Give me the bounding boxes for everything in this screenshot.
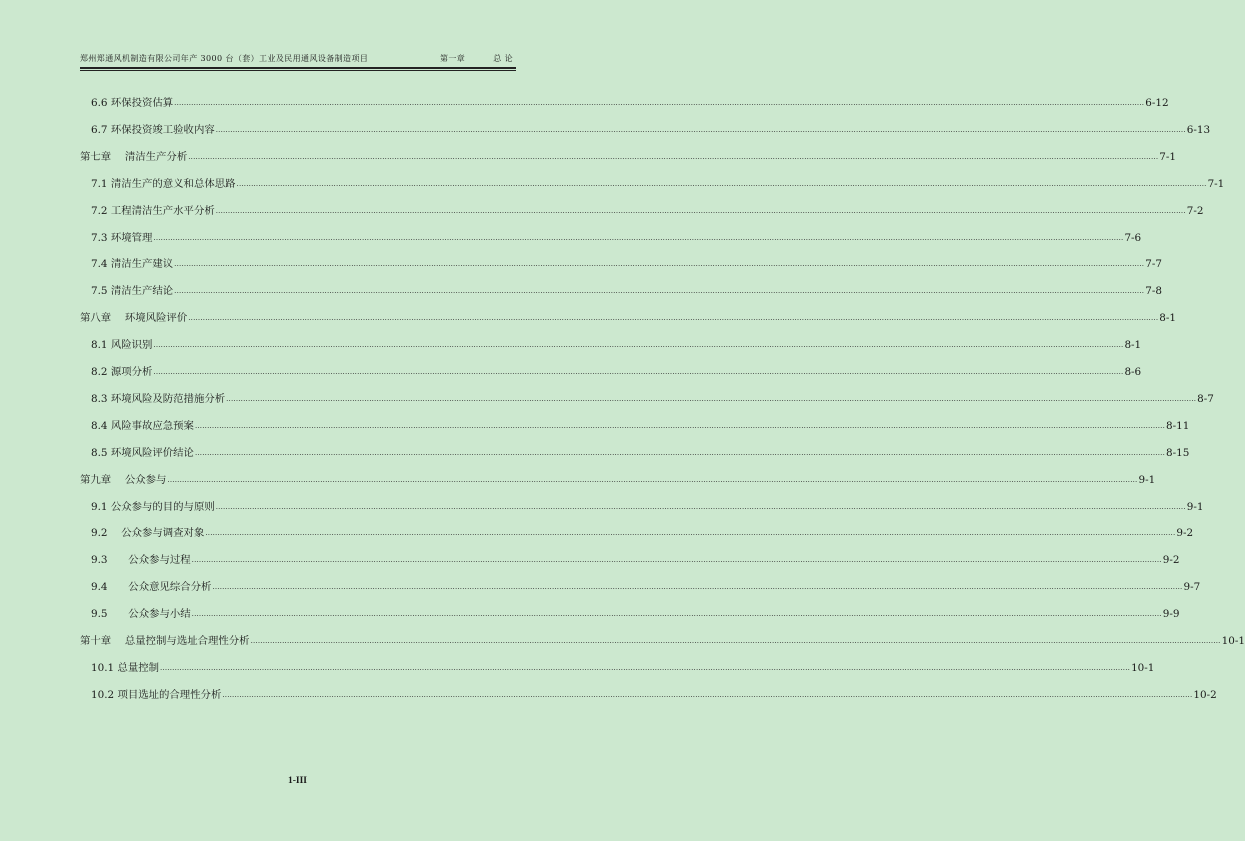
- toc-entry-page: 8-7: [1197, 392, 1214, 405]
- toc-dot-leader: ................................................................................................................................................................................................................................................................................................................................................................................................................: [215, 502, 1186, 511]
- toc-entry-page: 9-1: [1138, 473, 1156, 486]
- toc-entry-title: 7.1 清洁生产的意义和总体思路: [91, 177, 236, 190]
- toc-dot-leader: ................................................................................................................................................................................................................................................................................................................................................................................................................: [191, 556, 1162, 565]
- toc-dot-leader: ................................................................................................................................................................................................................................................................................................................................................................................................................: [215, 206, 1186, 215]
- toc-entry-page: 10-1: [1131, 661, 1155, 674]
- toc-section-entry: [91, 500, 1204, 514]
- header-project-title: 郑州郑通风机制造有限公司年产 3000 台（套）工业及民用通风设备制造项目: [80, 54, 369, 63]
- toc-section-entry: [91, 123, 1211, 137]
- toc-section-entry: [91, 365, 1142, 379]
- toc-entry-title: 8.1 风险识别: [91, 339, 153, 352]
- toc-dot-leader: ................................................................................................................................................................................................................................................................................................................................................................................................................: [226, 394, 1197, 403]
- toc-section-entry: [91, 284, 1162, 298]
- toc-entry-page: 8-6: [1124, 366, 1142, 378]
- toc-entry-title: 6.7 环保投资竣工验收内容: [91, 123, 215, 136]
- toc-entry-title: 7.2 工程清洁生产水平分析: [91, 204, 215, 217]
- toc-entry-page: 10-1: [1221, 635, 1245, 647]
- toc-dot-leader: ................................................................................................................................................................................................................................................................................................................................................................................................................: [194, 448, 1165, 457]
- toc-entry-title: 10.1 总量控制: [91, 661, 160, 674]
- toc-entry-title: 第八章 环境风险评价: [80, 312, 188, 325]
- toc-dot-leader: ................................................................................................................................................................................................................................................................................................................................................................................................................: [250, 637, 1221, 645]
- toc-dot-leader: ................................................................................................................................................................................................................................................................................................................................................................................................................: [153, 341, 1124, 350]
- toc-entry-title: 9.3 公众参与过程: [91, 554, 191, 567]
- toc-entry-page: 10-2: [1193, 688, 1217, 701]
- toc-section-entry: [91, 96, 1169, 110]
- toc-entry-page: 8-1: [1124, 339, 1142, 352]
- toc-entry-title: 7.3 环境管理: [91, 231, 153, 244]
- toc-entry-page: 7-1: [1207, 177, 1225, 190]
- toc-chapter-entry: [80, 634, 1245, 648]
- toc-entry-page: 6-13: [1186, 123, 1211, 136]
- toc-entry-page: 7-1: [1159, 150, 1176, 163]
- toc-dot-leader: ................................................................................................................................................................................................................................................................................................................................................................................................................: [174, 260, 1145, 269]
- toc-dot-leader: ................................................................................................................................................................................................................................................................................................................................................................................................................: [194, 421, 1165, 430]
- toc-section-entry: [91, 392, 1214, 406]
- toc-entry-title: 9.4 公众意见综合分析: [91, 581, 212, 594]
- toc-entry-page: 8-15: [1166, 446, 1190, 459]
- header-section: 总 论: [493, 54, 513, 63]
- toc-section-entry: [91, 580, 1201, 594]
- toc-entry-title: 第七章 清洁生产分析: [80, 150, 188, 163]
- toc-section-entry: [91, 661, 1155, 675]
- toc-section-entry: [91, 553, 1180, 567]
- toc-section-entry: [91, 177, 1225, 191]
- toc-section-entry: [91, 419, 1190, 433]
- toc-entry-title: 7.5 清洁生产结论: [91, 285, 174, 298]
- toc-chapter-entry: [80, 311, 1176, 325]
- toc-entry-page: 9-7: [1183, 581, 1201, 594]
- toc-dot-leader: ................................................................................................................................................................................................................................................................................................................................................................................................................: [205, 529, 1176, 538]
- toc-dot-leader: ................................................................................................................................................................................................................................................................................................................................................................................................................: [222, 690, 1193, 699]
- toc-section-entry: [91, 257, 1162, 271]
- toc-dot-leader: ................................................................................................................................................................................................................................................................................................................................................................................................................: [188, 152, 1159, 161]
- page-number: 1-III: [287, 776, 307, 786]
- toc-entry-page: 9-2: [1162, 554, 1180, 567]
- toc-section-entry: [91, 688, 1217, 702]
- toc-section-entry: [91, 204, 1204, 218]
- toc-entry-title: 7.4 清洁生产建议: [91, 258, 174, 271]
- toc-entry-page: 7-7: [1145, 258, 1162, 271]
- toc-dot-leader: ................................................................................................................................................................................................................................................................................................................................................................................................................: [174, 287, 1145, 296]
- toc-entry-title: 8.4 风险事故应急预案: [91, 419, 194, 432]
- toc-dot-leader: ................................................................................................................................................................................................................................................................................................................................................................................................................: [160, 663, 1131, 672]
- toc-entry-title: 第九章 公众参与: [80, 473, 167, 486]
- toc-section-entry: [91, 231, 1142, 245]
- toc-entry-page: 8-1: [1159, 312, 1176, 325]
- header-chapter: 第一章: [440, 54, 466, 63]
- toc-entry-title: 第十章 总量控制与选址合理性分析: [80, 635, 250, 647]
- toc-entry-page: 6-12: [1145, 97, 1169, 109]
- toc-dot-leader: ................................................................................................................................................................................................................................................................................................................................................................................................................: [174, 99, 1145, 107]
- toc-entry-title: 9.2 公众参与调查对象: [91, 527, 205, 540]
- toc-section-entry: [91, 526, 1194, 540]
- toc-entry-page: 7-8: [1145, 285, 1162, 298]
- toc-dot-leader: ................................................................................................................................................................................................................................................................................................................................................................................................................: [215, 125, 1186, 134]
- toc-chapter-entry: [80, 150, 1176, 164]
- toc-entry-title: 10.2 项目选址的合理性分析: [91, 688, 222, 701]
- toc-entry-title: 9.1 公众参与的目的与原则: [91, 500, 215, 513]
- toc-entry-title: 8.3 环境风险及防范措施分析: [91, 392, 226, 405]
- toc-entry-title: 8.5 环境风险评价结论: [91, 446, 194, 459]
- toc-entry-page: 8-11: [1166, 419, 1190, 432]
- toc-dot-leader: ................................................................................................................................................................................................................................................................................................................................................................................................................: [167, 475, 1138, 484]
- toc-dot-leader: ................................................................................................................................................................................................................................................................................................................................................................................................................: [153, 368, 1124, 376]
- toc-chapter-entry: [80, 473, 1156, 487]
- toc-entry-page: 7-6: [1124, 231, 1142, 244]
- toc-entry-title: 6.6 环保投资估算: [91, 97, 174, 109]
- toc-dot-leader: ................................................................................................................................................................................................................................................................................................................................................................................................................: [236, 179, 1207, 188]
- toc-section-entry: [91, 338, 1142, 352]
- toc-entry-title: 9.5 公众参与小结: [91, 608, 191, 621]
- toc-dot-leader: ................................................................................................................................................................................................................................................................................................................................................................................................................: [191, 610, 1162, 619]
- toc-entry-page: 9-2: [1176, 527, 1194, 540]
- toc-entry-title: 8.2 源项分析: [91, 366, 153, 378]
- toc-section-entry: [91, 446, 1190, 460]
- toc-entry-page: 7-2: [1186, 204, 1204, 217]
- toc-dot-leader: ................................................................................................................................................................................................................................................................................................................................................................................................................: [212, 583, 1183, 592]
- toc-entry-page: 9-9: [1162, 608, 1180, 621]
- toc-entry-page: 9-1: [1186, 500, 1204, 513]
- toc-dot-leader: ................................................................................................................................................................................................................................................................................................................................................................................................................: [188, 314, 1159, 323]
- toc-dot-leader: ................................................................................................................................................................................................................................................................................................................................................................................................................: [153, 233, 1124, 242]
- toc-section-entry: [91, 607, 1180, 621]
